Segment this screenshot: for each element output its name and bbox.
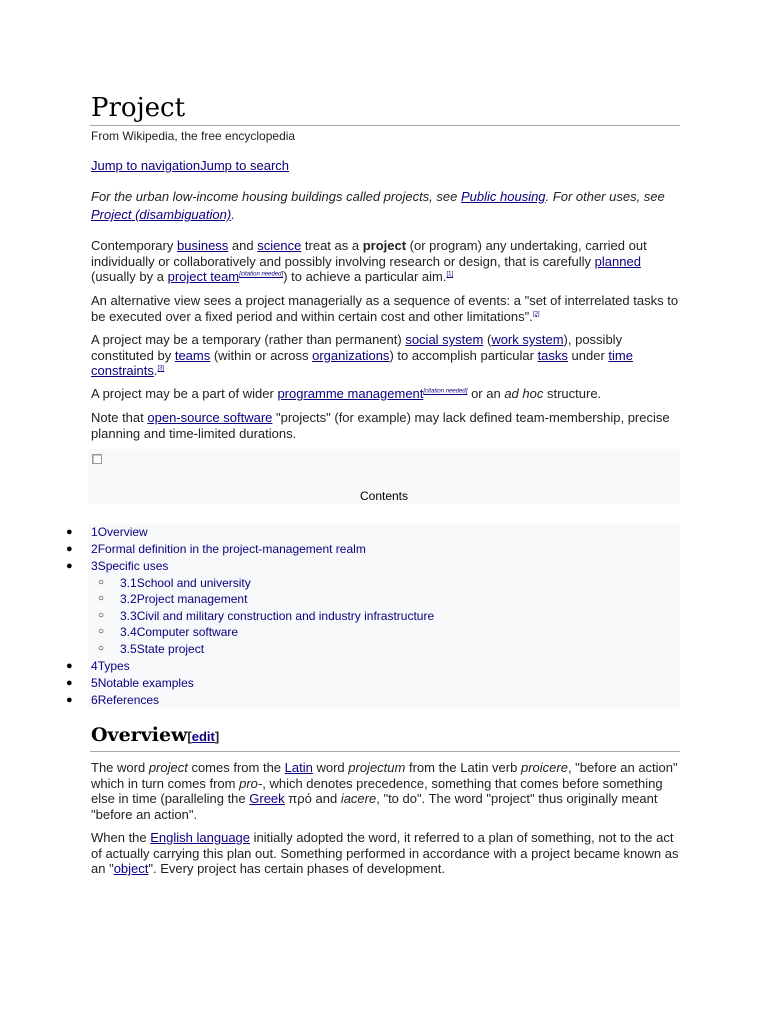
project-team-link[interactable]: project team	[167, 269, 240, 285]
italic-term: ad hoc	[504, 386, 544, 401]
bullet-icon: ●	[66, 694, 73, 706]
bold-term: project	[362, 238, 407, 253]
toc-link-state-project[interactable]: 3.5State project	[120, 642, 205, 656]
toc-item	[0, 558, 768, 574]
paragraph-text: Contemporary	[91, 238, 177, 253]
greek-link[interactable]: Greek	[249, 791, 285, 807]
paragraph-text: or an	[467, 386, 505, 401]
toc-link-notable-examples[interactable]: 5Notable examples	[91, 676, 194, 690]
planned-link[interactable]: planned	[594, 253, 641, 269]
paragraph-text: comes from the	[187, 760, 285, 775]
paragraph-text: word	[312, 760, 349, 775]
paragraph-text: , which denotes precedence, something that comes before something else in time (paralleling the	[91, 775, 663, 807]
reference-1-link[interactable]: [1]	[446, 271, 454, 278]
circle-bullet-icon: ○	[98, 626, 105, 637]
jump-links	[91, 158, 289, 174]
paragraph-text: , "to do". The word "project" thus originally meant "before an action".	[91, 791, 658, 822]
toc-item	[0, 692, 768, 708]
paragraph-text: A project may be a part of wider	[91, 386, 278, 401]
bullet-icon: ●	[66, 560, 73, 572]
toc-link-overview[interactable]: 1Overview	[91, 525, 148, 539]
toc-toggle-checkbox[interactable]	[92, 454, 102, 464]
toc-item	[0, 658, 768, 674]
section-divider	[90, 751, 680, 752]
greek-word: πρό	[288, 791, 312, 807]
teams-link[interactable]: teams	[174, 347, 211, 363]
open-source-software-link[interactable]: open-source software	[147, 410, 273, 425]
toc-link-formal-definition[interactable]: 2Formal definition in the project-management realm	[91, 542, 366, 556]
toc-link-types[interactable]: 4Types	[91, 659, 130, 673]
intro-paragraph-5	[91, 410, 683, 441]
italic-term: iacere	[340, 791, 377, 807]
edit-section-link[interactable]: edit	[191, 729, 215, 744]
jump-to-navigation-link[interactable]: Jump to navigation	[91, 158, 201, 173]
toc-subitem	[0, 591, 768, 607]
reference-2-link[interactable]: [2]	[532, 311, 540, 318]
paragraph-text: The word	[91, 760, 149, 775]
paragraph-text: and	[228, 238, 258, 253]
paragraph-text: (within or across	[210, 347, 313, 363]
tasks-link[interactable]: tasks	[537, 347, 568, 363]
paragraph-text: "projects" (for example) may lack defined team-membership, precise planning and time-limited durations.	[91, 410, 670, 441]
organizations-link[interactable]: organizations	[312, 347, 390, 363]
paragraph-text: initially adopted the word, it referred to a plan of something, not to the act of actually carrying this plan out. Something performed in accordance with a project became known as an "	[91, 830, 679, 877]
citation-needed-link[interactable]: [citation needed]	[423, 388, 468, 395]
toc-item	[0, 541, 768, 557]
hatnote-text: For the urban low-income housing buildings called projects, see	[91, 189, 461, 204]
paragraph-text: An alternative view sees a project managerially as a sequence of events: a "set of interrelated tasks to be executed over a fixed period and within certain cost and other limitations".	[91, 293, 679, 324]
paragraph-text: (	[483, 332, 492, 347]
hatnote-text: .	[231, 207, 235, 222]
english-language-link[interactable]: English language	[150, 830, 251, 845]
bullet-icon: ●	[66, 526, 73, 538]
science-link[interactable]: science	[257, 238, 302, 253]
paragraph-text: structure.	[543, 386, 602, 401]
toc-link-civil-military-construction[interactable]: 3.3Civil and military construction and industry infrastructure	[120, 609, 435, 623]
section-heading-text: Overview	[91, 724, 188, 746]
paragraph-text: ) to accomplish particular	[389, 347, 538, 363]
latin-link[interactable]: Latin	[284, 760, 313, 775]
bullet-icon: ●	[66, 660, 73, 672]
social-system-link[interactable]: social system	[405, 332, 484, 347]
object-link[interactable]: object	[113, 861, 149, 877]
edit-section: [edit]	[187, 729, 220, 744]
paragraph-text: (usually by a	[91, 269, 168, 285]
title-divider	[90, 125, 680, 126]
toc-subitem	[0, 575, 768, 591]
reference-3-link[interactable]: [3]	[157, 365, 165, 372]
overview-heading	[91, 722, 219, 750]
toc-link-references[interactable]: 6References	[91, 693, 160, 707]
jump-to-search-link[interactable]: Jump to search	[200, 158, 289, 173]
circle-bullet-icon: ○	[98, 593, 105, 604]
toc-item	[0, 524, 768, 540]
page-title: Project	[91, 93, 186, 123]
toc-subitem	[0, 624, 768, 640]
work-system-link[interactable]: work system	[491, 332, 564, 347]
paragraph-text: (or program) any undertaking, carried out individually or collaboratively and possibly involving research or design, that is carefully	[91, 238, 647, 269]
intro-paragraph-4	[91, 386, 683, 402]
hatnote	[91, 188, 683, 224]
italic-term: proicere	[520, 760, 568, 775]
toc-subitem	[0, 608, 768, 624]
site-tagline: From Wikipedia, the free encyclopedia	[91, 129, 296, 143]
paragraph-text: , "before an action" which in turn comes from	[91, 760, 678, 791]
paragraph-text: and	[311, 791, 341, 807]
toc-link-specific-uses[interactable]: 3Specific uses	[91, 559, 169, 573]
intro-paragraph-2	[91, 293, 683, 324]
public-housing-link[interactable]: Public housing	[460, 189, 546, 204]
toc-link-computer-software[interactable]: 3.4Computer software	[120, 625, 239, 639]
paragraph-text: Note that	[91, 410, 148, 425]
paragraph-text: ) to achieve a particular aim.	[283, 269, 447, 285]
toc-item	[0, 675, 768, 691]
overview-paragraph-2	[91, 830, 683, 877]
paragraph-text: When the	[91, 830, 151, 845]
bullet-icon: ●	[66, 677, 73, 689]
hatnote-text: . For other uses, see	[545, 189, 665, 204]
italic-term: pro-	[239, 775, 263, 791]
toc-title: Contents	[359, 489, 409, 503]
circle-bullet-icon: ○	[98, 610, 105, 621]
overview-paragraph-1	[91, 760, 683, 822]
bullet-icon: ●	[66, 543, 73, 555]
intro-paragraph-1	[91, 238, 683, 285]
business-link[interactable]: business	[176, 238, 229, 253]
italic-term: projectum	[348, 760, 406, 775]
intro-paragraph-3	[91, 332, 683, 379]
paragraph-text: from the Latin verb	[405, 760, 521, 775]
toc-subitem	[0, 641, 768, 657]
paragraph-text: ". Every project has certain phases of development.	[148, 861, 445, 877]
paragraph-text: .	[153, 363, 158, 379]
paragraph-text: treat as a	[301, 238, 363, 253]
paragraph-text: ), possibly constituted by	[91, 332, 623, 363]
circle-bullet-icon: ○	[98, 577, 105, 588]
toc-link-school-and-university[interactable]: 3.1School and university	[120, 576, 251, 590]
paragraph-text: A project may be a temporary (rather than permanent)	[91, 332, 406, 347]
italic-term: project	[148, 760, 188, 775]
programme-management-link[interactable]: programme management	[277, 386, 424, 401]
toc-link-project-management[interactable]: 3.2Project management	[120, 592, 248, 606]
project-disambiguation-link[interactable]: Project (disambiguation)	[91, 207, 232, 222]
paragraph-text: under	[567, 347, 609, 363]
time-constraints-link[interactable]: time constraints	[91, 347, 633, 379]
citation-needed-link[interactable]: [citation needed]	[239, 271, 284, 278]
circle-bullet-icon: ○	[98, 643, 105, 654]
